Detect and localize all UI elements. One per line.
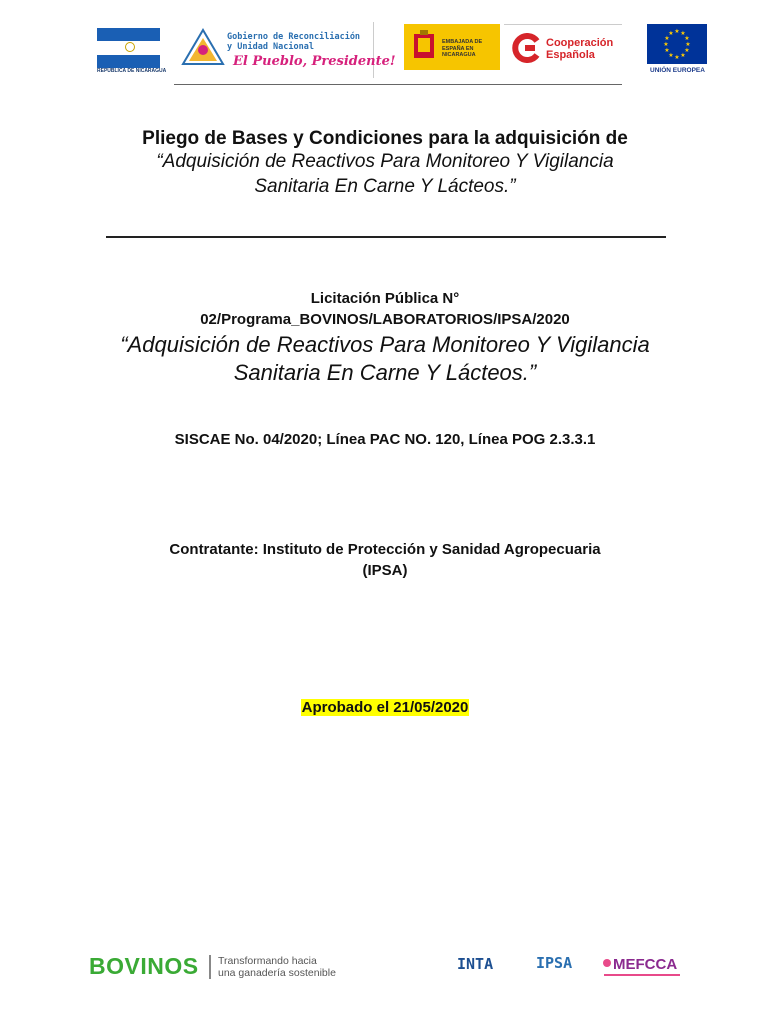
contratante-line2: (IPSA)	[362, 562, 408, 579]
svg-text:★: ★	[674, 28, 680, 35]
inta-logo: INTA	[457, 955, 494, 973]
nicaragua-flag-logo	[97, 28, 160, 68]
cooperacion-c-icon	[512, 33, 542, 63]
svg-text:★: ★	[684, 35, 690, 42]
title-divider	[106, 236, 666, 238]
document-subtitle-line2: Sanitaria En Carne Y Lácteos.”	[254, 176, 516, 197]
object-line1: “Adquisición de Reactivos Para Monitoreo Y Vigilancia	[120, 332, 650, 357]
svg-text:★: ★	[685, 41, 691, 48]
bovinos-logo: BOVINOS	[89, 953, 199, 979]
svg-text:★: ★	[664, 47, 670, 54]
object-line2: Sanitaria En Carne Y Lácteos.”	[233, 360, 537, 385]
mefcca-logo: MEFCCA	[613, 956, 678, 973]
bovinos-tagline1: Transformando hacia	[218, 955, 317, 967]
approval-date	[0, 699, 770, 716]
flag-caption: REPÚBLICA DE NICARAGUA	[97, 68, 167, 74]
eu-caption: UNIÓN EUROPEA	[650, 67, 705, 74]
gobierno-line1: Gobierno de Reconciliación	[227, 32, 361, 42]
svg-text:★: ★	[674, 54, 680, 61]
gobierno-logo	[175, 22, 396, 78]
eu-flag-logo	[647, 24, 707, 64]
cooperacion-logo	[504, 24, 622, 71]
mefcca-underline	[604, 974, 680, 976]
svg-text:★: ★	[668, 52, 674, 59]
siscae-reference: SISCAE No. 04/2020; Línea PAC NO. 120, Línea POG 2.3.3.1	[174, 431, 596, 448]
licitacion-line2: 02/Programa_BOVINOS/LABORATORIOS/IPSA/2020	[200, 311, 570, 328]
svg-text:★: ★	[668, 30, 674, 37]
svg-text:★: ★	[663, 41, 669, 48]
header-divider	[174, 84, 622, 85]
bovinos-tagline2: una ganadería sostenible	[218, 967, 336, 979]
svg-text:★: ★	[684, 47, 690, 54]
gobierno-slogan: El Pueblo, Presidente!	[233, 54, 396, 69]
embajada-text: EMBAJADA DE ESPAÑA EN NICARAGUA	[442, 39, 483, 58]
cooperacion-line2: Española	[546, 49, 595, 61]
svg-text:★: ★	[680, 52, 686, 59]
embajada-logo	[404, 24, 500, 70]
svg-text:★: ★	[664, 35, 670, 42]
bovinos-separator	[209, 955, 211, 979]
licitacion-line1: Licitación Pública N°	[310, 290, 460, 307]
gobierno-line2: y Unidad Nacional	[227, 42, 314, 52]
ipsa-logo: IPSA	[536, 954, 573, 972]
approval-date-text: Aprobado el 21/05/2020	[301, 699, 469, 716]
document-subtitle-line1: “Adquisición de Reactivos Para Monitoreo Y Vigilancia	[156, 151, 614, 172]
eu-stars-icon	[647, 24, 707, 64]
contratante-line1: Contratante: Instituto de Protección y Sanidad Agropecuaria	[169, 541, 601, 558]
svg-text:★: ★	[680, 30, 686, 37]
spain-shield-icon	[412, 30, 436, 62]
document-title: Pliego de Bases y Condiciones para la adquisición de	[142, 128, 628, 149]
mefcca-dot-icon	[603, 959, 611, 967]
cooperacion-line1: Cooperación	[546, 37, 614, 49]
triangle-emblem-icon	[181, 28, 225, 68]
